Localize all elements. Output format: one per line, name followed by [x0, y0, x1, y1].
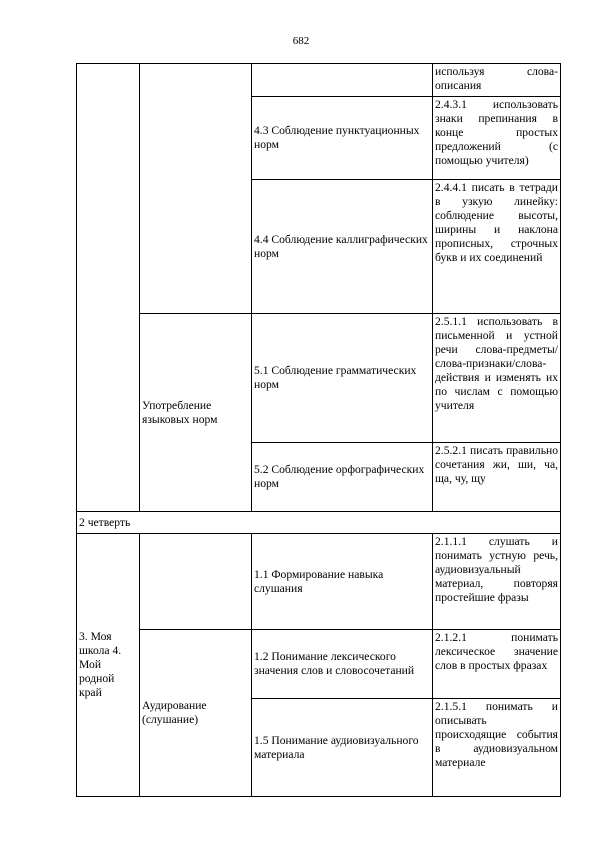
- table-row: [77, 534, 561, 630]
- result-cell: 2.5.1.1 использовать в письменной и устной речи слова-предметы/слова-признаки/слова-действия и изменять их по числам с помощью учителя: [433, 314, 561, 443]
- page-number: 682: [292, 35, 310, 47]
- result-cell: 2.1.2.1 понимать лексическое значение слов в простых фразах: [433, 630, 561, 699]
- subsection-cell: 5.2 Соблюдение орфографических норм: [252, 443, 433, 512]
- subsection-cell: [252, 64, 433, 97]
- subsection-cell: 4.4 Соблюдение каллиграфических норм: [252, 180, 433, 314]
- subsection-cell: 1.1 Формирование навыка слушания: [252, 534, 433, 630]
- table-row: [77, 630, 561, 699]
- result-cell: 2.4.4.1 писать в тетради в узкую линейку: соблюдение высоты, ширины и наклона прописных, строчных букв и их соединений: [433, 180, 561, 314]
- subsection-cell: 1.2 Понимание лексического значения слов и словосочетаний: [252, 630, 433, 699]
- section-cell: [140, 534, 252, 630]
- theme-cell: 3. Моя школа 4. Мой родной край: [77, 534, 140, 797]
- section-cell: Употребление языковых норм: [140, 314, 252, 512]
- subsection-cell: 5.1 Соблюдение грамматических норм: [252, 314, 433, 443]
- result-cell: 2.1.5.1 понимать и описывать происходящие события в аудиовизуальном материале: [433, 699, 561, 797]
- subsection-cell: 1.5 Понимание аудиовизуального материала: [252, 699, 433, 797]
- result-cell: 2.5.2.1 писать правильно сочетания жи, ши, ча, ща, чу, щу: [433, 443, 561, 512]
- section-cell: Аудирование (слушание): [140, 630, 252, 797]
- theme-cell: [77, 64, 140, 512]
- result-cell: 2.1.1.1 слушать и понимать устную речь, аудиовизуальный материал, повторяя простейшие фразы: [433, 534, 561, 630]
- section-cell: [140, 64, 252, 314]
- table-row: [77, 314, 561, 443]
- quarter-row: [77, 512, 561, 534]
- table-row: [77, 64, 561, 97]
- result-cell: 2.4.3.1 использовать знаки препинания в конце простых предложений (с помощью учителя): [433, 97, 561, 180]
- subsection-cell: 4.3 Соблюдение пунктуационных норм: [252, 97, 433, 180]
- quarter-label: 2 четверть: [77, 512, 561, 534]
- curriculum-table: [76, 63, 561, 797]
- result-cell: используя слова-описания: [433, 64, 561, 97]
